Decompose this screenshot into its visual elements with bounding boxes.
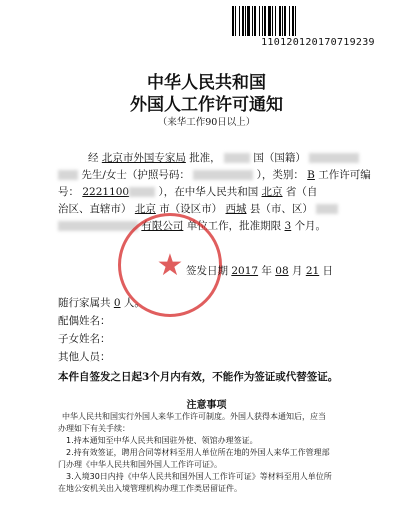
text: 先生/女士（护照号码：: [81, 169, 190, 181]
spouse-name-label: 配偶姓名：: [58, 315, 111, 327]
district: 西城: [225, 203, 247, 215]
body-line-2: [58, 167, 371, 182]
barcode-number: 11012012017071923​9: [261, 37, 375, 48]
text: 随行家属共: [58, 297, 111, 309]
body-line-3: [58, 184, 317, 199]
text: ），类别：: [256, 169, 304, 181]
redacted-name-2: [58, 170, 78, 180]
note-item-3-line2: 在地公安机关出入境管理机构办理工作类居留证件。: [58, 484, 242, 493]
issue-month: 08: [275, 265, 289, 277]
permit-number: 2221100: [82, 186, 130, 198]
text: 国（国籍）: [253, 152, 306, 164]
family-count: 0: [113, 297, 121, 309]
seal-star-icon: ★: [156, 248, 184, 283]
note-item-1: 1.持本通知至中华人民共和国驻外使、领馆办理签证。: [66, 436, 258, 445]
document-title-line2: 外国人工作许可通知: [130, 95, 283, 115]
redacted-employer-2: [58, 221, 138, 231]
text: 治区、直辖市）: [58, 203, 132, 215]
redacted-permit-number: [129, 187, 155, 197]
issue-day: 21: [305, 265, 320, 277]
note-item-3-line1: 3.入境30日内持《中华人民共和国外国人工作许可证》等材料至用人单位所: [66, 472, 332, 481]
issue-date: [186, 263, 333, 278]
approving-authority: 北京市外国专家局: [101, 152, 186, 164]
text: 县（市、区）: [249, 203, 313, 215]
text: 号：: [58, 186, 79, 198]
body-line-4: [58, 201, 338, 216]
text: 年: [261, 265, 272, 277]
text: 市（设区市）: [159, 203, 223, 215]
text: ），在中华人民共和国: [158, 186, 259, 198]
text: 单位工作，批准期限: [186, 220, 282, 232]
text: 批准，: [189, 152, 221, 164]
text: 工作许可编: [318, 169, 371, 181]
note-intro-1: 中华人民共和国实行外国人来华工作许可制度。外国人获得本通知后，应当: [62, 412, 326, 421]
text: 个月。: [294, 220, 327, 232]
note-item-2-line2: 门办理《中华人民共和国外国人工作许可证》。: [58, 460, 222, 469]
permit-category: B: [307, 169, 315, 181]
validity-warning: 本件自签发之日起3个月内有效，不能作为签证或代替签证。: [58, 371, 339, 383]
note-item-2-line1: 2.持有效签证，聘用合同等材料至用人单位所在地的外国人来华工作管理部: [66, 448, 330, 457]
province: 北京: [261, 186, 283, 198]
redacted-passport: [193, 170, 253, 180]
family-count-line: [58, 295, 145, 310]
children-name-label: 子女姓名：: [58, 333, 111, 345]
text: 日: [322, 265, 334, 277]
text: 经: [88, 152, 99, 164]
city: 北京: [134, 203, 156, 215]
approval-period: 3: [284, 220, 292, 232]
issue-year: 2017: [231, 265, 259, 277]
redacted-employer: [316, 204, 338, 214]
notes-title: 注意事项: [186, 400, 227, 411]
redacted-name: [309, 153, 359, 163]
body-line-1: [88, 150, 359, 165]
other-persons-label: 其他人员：: [58, 351, 111, 363]
redacted-country: [224, 153, 250, 163]
document-subtitle: （来华工作90日以上）: [157, 117, 256, 128]
document-title-line1: 中华人民共和国: [147, 73, 266, 93]
barcode: [232, 6, 404, 36]
issue-date-label: 签发日期: [186, 265, 228, 277]
employer-suffix: 有限公司: [141, 220, 184, 232]
text: 月: [291, 265, 303, 277]
text: 人。: [123, 297, 145, 309]
text: 省（自: [285, 186, 318, 198]
note-intro-2: 办理如下有关手续：: [58, 424, 130, 433]
